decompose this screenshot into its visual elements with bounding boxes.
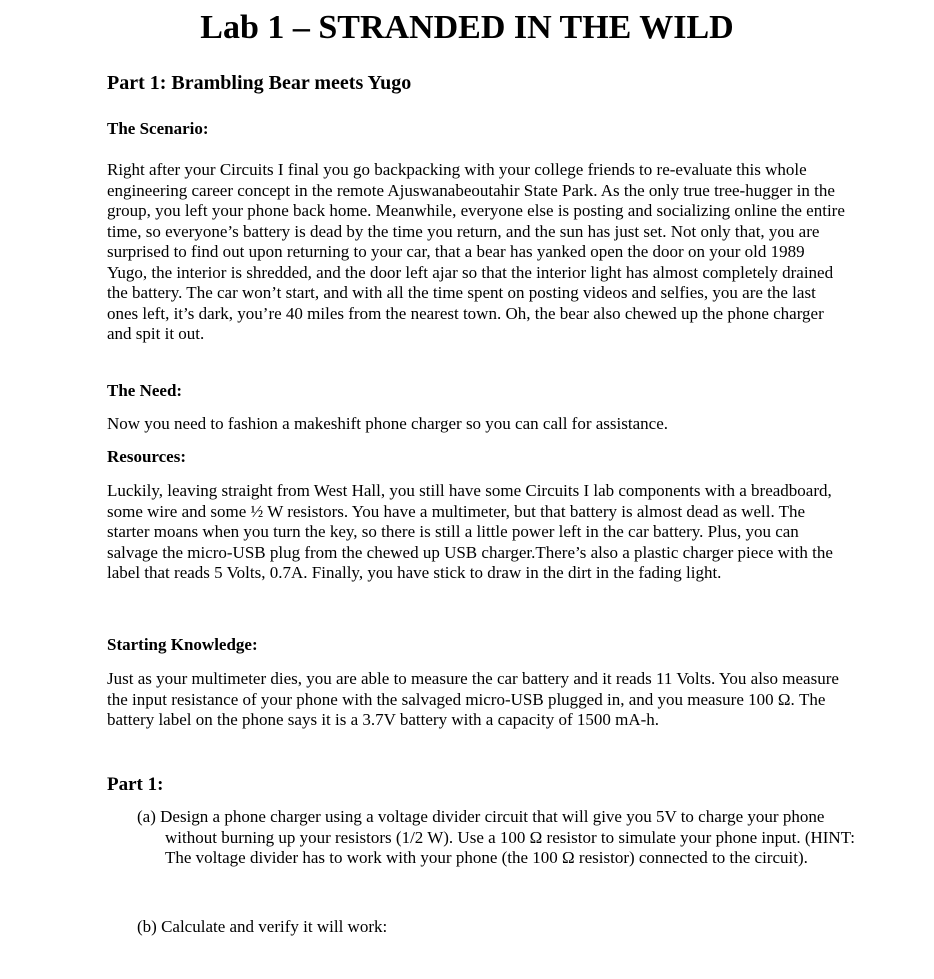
task-item-b: (b) Calculate and verify it will work: [137, 917, 388, 936]
knowledge-paragraph: Just as your multimeter dies, you are able to measure the car battery and it reads 11 Volts. You also measure the input resistance of your phone with the salvaged micro-USB plugged in, and you measure 100 Ω. The battery label on the phone says it is a 3.7V battery with a capacity of 1500 mA-h. [107, 669, 839, 729]
need-heading: The Need: [107, 381, 183, 400]
resources-paragraph: Luckily, leaving straight from West Hall, you still have some Circuits I lab components with a breadboard, some wire and some ½ W resistors. You have a multimeter, but that battery is almost dead as well. The starter moans when you turn the key, so there is still a little power left in the car battery. Plus, you can salvage the micro-USB plug from the chewed up USB charger.There’s also a plastic charger piece with the label that reads 5 Volts, 0.7A. Finally, you have stick to draw in the dirt in the fading light. [107, 481, 833, 582]
scenario-heading: The Scenario: [107, 119, 209, 138]
task-item-a: (a) Design a phone charger using a voltage divider circuit that will give you 5V to charge your phone without burning up your resistors (1/2 W). Use a 100 Ω resistor to simulate your phone input. (HINT: The voltage divider has to work with your phone (the 100 Ω resistor) connected to the circuit). [137, 807, 855, 867]
document-title: Lab 1 – STRANDED IN THE WILD [200, 9, 734, 46]
need-paragraph: Now you need to fashion a makeshift phone charger so you can call for assistance. [107, 414, 668, 433]
scenario-paragraph: Right after your Circuits I final you go backpacking with your college friends to re-evaluate this whole engineering career concept in the remote Ajuswanabeoutahir State Park. As the only true tree-hugger in the group, you left your phone back home. Meanwhile, everyone else is posting and socializing online the entire time, so everyone’s battery is dead by the time you return, and the sun has just set. Not only that, you are surprised to find out upon returning to your car, that a bear has yanked open the door on your old 1989 Yugo, the interior is shredded, and the door left ajar so that the interior light has almost completely drained the battery. The car won’t start, and with all the time spent on posting videos and selfies, you are the last ones left, it’s dark, you’re 40 miles from the nearest town. Oh, the bear also chewed up the phone charger and spit it out. [107, 160, 845, 343]
part1-heading: Part 1: Brambling Bear meets Yugo [107, 72, 412, 94]
knowledge-heading: Starting Knowledge: [107, 635, 258, 654]
resources-heading: Resources: [107, 447, 186, 466]
part1-tasks-heading: Part 1: [107, 774, 164, 795]
